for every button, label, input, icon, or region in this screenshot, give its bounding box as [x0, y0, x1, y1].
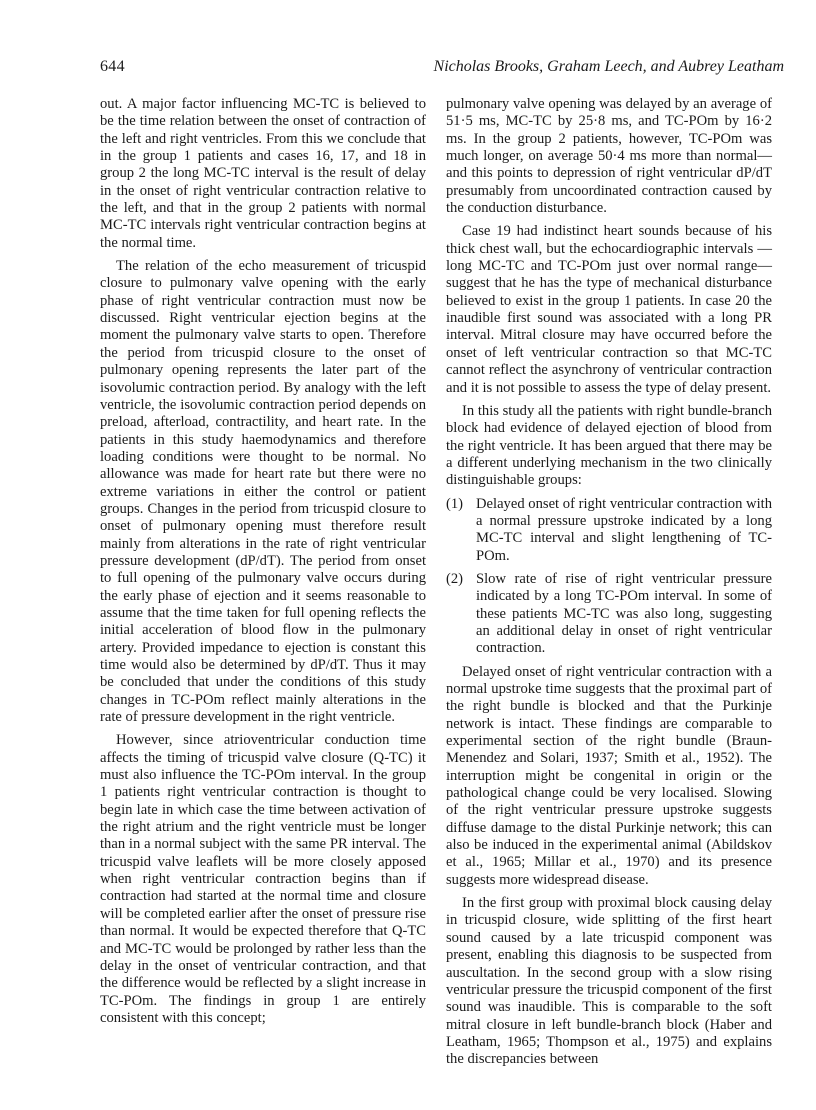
right-column — [446, 96, 772, 1069]
paragraph-continuation: out. A major factor influencing MC-TC is believed to be the time relation between the onset of contraction of the left and right ventricles. From this we conclude that in the group 1 patients and cases 16, 17, and 18 in group 2 the long MC-TC interval is the result of delay in the onset of right ventricular contraction relative to the left, and that in the group 2 patients with normal MC-TC intervals right ventricular contraction begins at the normal time. — [100, 96, 426, 251]
running-head-authors: Nicholas Brooks, Graham Leech, and Aubrey Leatham — [433, 58, 784, 75]
paragraph-first-group: In the first group with proximal block causing delay in tricuspid closure, wide splitting of the first heart sound caused by a late tricuspid component was present, enabling this diagnosis to be suspected from auscultation. In the second group with a slow rising ventricular pressure the tricuspid component of the first sound was inaudible. This is comparable to the soft mitral closure in left bundle-branch block (Haber and Leatham, 1965; Thompson et al., 1975) and explains the discrepancies between — [446, 895, 772, 1068]
paragraph-av-conduction: However, since atrioventricular conduction time affects the timing of tricuspid valve closure (Q-TC) it must also influence the TC-POm interval. In the group 1 patients right ventricular contraction is thought to begin late in which case the time between activation of the right atrium and the right ventricle must be longer than in a normal subject with the same PR interval. The tricuspid valve leaflets will be more closely apposed when right ventricular contraction begins than if contraction had started at the normal time and closure will be completed earlier after the onset of pressure rise than normal. It would be expected therefore that Q-TC and MC-TC would be prolonged by rather less than the delay in the onset of ventricular contraction, and that the difference would be reflected by a slight increase in TC-POm. The findings in group 1 are entirely consistent with this concept; — [100, 732, 426, 1026]
list-item-text: Delayed onset of right ventricular contraction with a normal pressure upstroke indicated by a long MC-TC interval and slight lengthening of TC-POm. — [476, 495, 772, 564]
list-item — [446, 496, 772, 565]
paragraph-case-19: Case 19 had indistinct heart sounds because of his thick chest wall, but the echocardiographic intervals —long MC-TC and TC-POm just over normal range—suggest that he has the type of mechanical disturbance believed to exist in the group 1 patients. In case 20 the inaudible first sound was associated with a long PR interval. Mitral closure may have occurred before the onset of left ventricular contraction so that MC-TC cannot reflect the asynchrony of ventricular contraction and it is not possible to assess the type of delay present. — [446, 223, 772, 396]
list-item — [446, 571, 772, 658]
page-header — [100, 58, 784, 82]
page-number: 644 — [100, 58, 125, 75]
list-marker: (2) — [446, 570, 464, 587]
list-item-text: Slow rate of rise of right ventricular pressure indicated by a long TC-POm interval. In some of these patients MC-TC was also long, suggesting an additional delay in onset of right ventricular contraction. — [476, 570, 772, 657]
left-column — [100, 96, 426, 1027]
paragraph-echo-measurement: The relation of the echo measurement of tricuspid closure to pulmonary valve opening with the early phase of right ventricular contraction must now be discussed. Right ventricular ejection begins at the moment the pulmonary valve starts to open. Therefore the period from tricuspid closure to the onset of pulmonary opening represents the later part of the isovolumic contraction period. By analogy with the left ventricle, the isovolumic contraction period depends on preload, afterload, contractility, and heart rate. In the patients in this study haemodynamics and therefore loading conditions were thought to be normal. No allowance was made for heart rate but there were no extreme variations in either the control or patient groups. Changes in the period from tricuspid closure to onset of pulmonary opening must therefore result mainly from alterations in the rate of right ventricular pressure development (dP/dT). The period from onset to full opening of the pulmonary valve occurs during the early phase of ejection and it seems reasonable to assume that the time taken for full opening reflects the initial acceleration of blood flow in the pulmonary artery. Provided impedance to ejection is constant this time would also be determined by dP/dT. Thus it may be concluded that under the conditions of this study changes in TC-POm reflect mainly alterations in the rate of pressure development in the right ventricle. — [100, 258, 426, 726]
paragraph-pulmonary-delay: pulmonary valve opening was delayed by an average of 51·5 ms, MC-TC by 25·8 ms, and TC-POm by 16·2 ms. In the group 2 patients, however, TC-POm was much longer, on average 50·4 ms more than normal—and this points to depression of right ventricular dP/dT presumably from uncoordinated contraction caused by the conduction disturbance. — [446, 96, 772, 217]
list-marker: (1) — [446, 495, 464, 512]
paragraph-proximal-block: Delayed onset of right ventricular contraction with a normal upstroke time suggests that the proximal part of the right bundle is blocked and that the Purkinje network is intact. These findings are comparable to experimental section of the right bundle (Braun-Menendez and Solari, 1937; Smith et al., 1952). The interruption might be congenital in origin or the pathological change could be very localised. Slowing of the right ventricular pressure upstroke suggests diffuse damage to the distal Purkinje network; this can also be induced in the experimental animal (Abildskov et al., 1965; Millar et al., 1970) and its presence suggests more widespread disease. — [446, 663, 772, 888]
paragraph-two-groups: In this study all the patients with right bundle-branch block had evidence of delayed ejection of blood from the right ventricle. It has been argued that there may be a different underlying mechanism in the two clinically distinguishable groups: — [446, 402, 772, 489]
